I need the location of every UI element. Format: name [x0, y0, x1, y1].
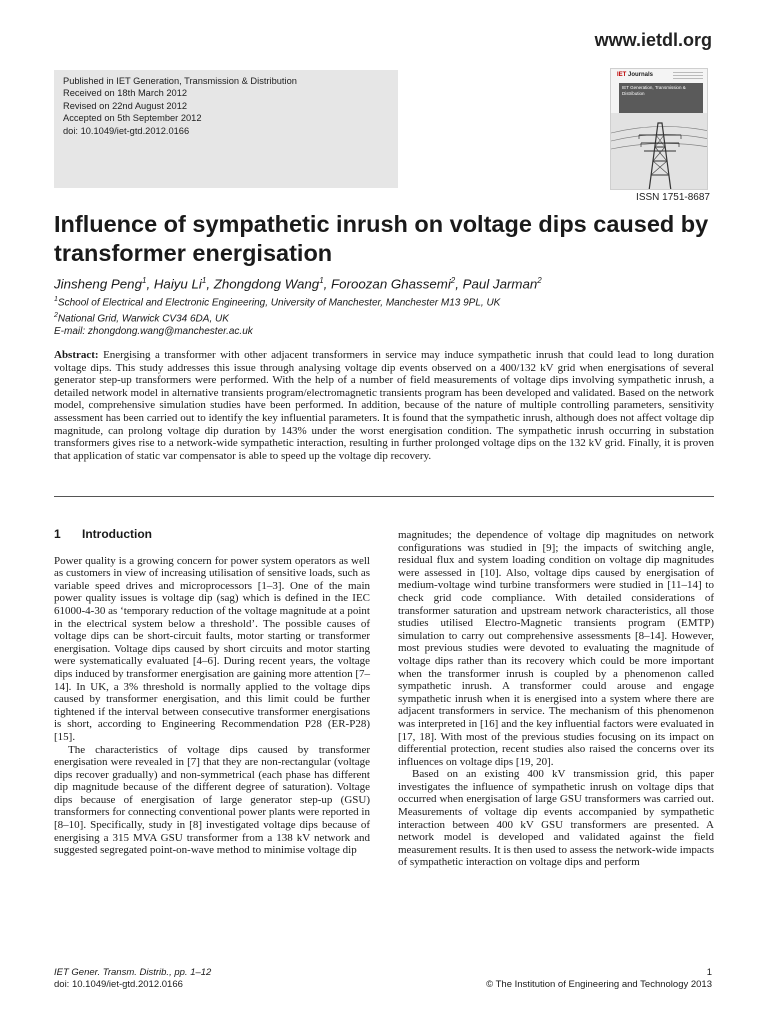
body-column-right	[398, 529, 714, 869]
author-affiliation-mark: 1	[319, 276, 324, 285]
author-name: Zhongdong Wang	[213, 276, 320, 292]
abstract-label: Abstract:	[54, 349, 99, 361]
body-paragraph: Power quality is a growing concern for power system operators as well as customers in view of increasing utilisation of sensitive loads, such as variable speed drives and microprocessors [1–3]. One of the main power quality issues is voltage dip (sag) which is defined in the IEC 61000-4-30 as ‘temporary reduction of the voltage magnitude at a point in the electrical system below a threshold’. The possible causes of voltage dips can be short-circuit faults, motor starting or transformer energisation. Voltage dips caused by short circuits and motor starting were systematically evaluated [4–6]. During recent years, the voltage dips induced by transformer energisation are gaining more attention [7–14]. In UK, a 3% threshold is normally applied to the voltage dips caused by transformer energisation, and this limit could be further tightened if the interval between consecutive transformer energisations is short, according to Engineering Recommendation P28 (ER-P28) [15].	[54, 554, 370, 743]
journal-cover-image	[610, 68, 708, 190]
author-affiliation-mark: 2	[450, 276, 456, 285]
cover-title-band	[619, 83, 703, 113]
body-paragraph: The characteristics of voltage dips caused by transformer energisation were revealed in [7] that they are non-rectangular (voltage dips recover gradually) and non-symmetrical (each phase has different dip magnitude because of the different degree of saturation). Voltage dips because of energisation of large generator step-up (GSU) transformers for connecting conventional power plants were reported in [8–10]. Specifically, study in [8] investigated voltage dips because of energising a 315 MVA GSU transformer from a 138 kV network and suggested segregated point-on-wave method to minimise voltage dip	[54, 743, 370, 857]
author-list: Jinsheng Peng$^1$, Haiyu Li$^1$, Zhongdong Wang$^1$, Foroozan Ghassemi$^2$, Paul Jarman$^2$	[54, 276, 542, 292]
author-name: Foroozan Ghassemi	[331, 276, 451, 292]
footer-right	[486, 967, 712, 992]
pub-line-revised: Revised on 22nd August 2012	[63, 100, 188, 111]
section-divider	[54, 496, 714, 497]
author-name: Paul Jarman	[462, 276, 538, 292]
publication-info-box	[54, 70, 398, 188]
section-title: Introduction	[82, 527, 152, 541]
pub-line-journal: Published in IET Generation, Transmission & Distribution	[63, 76, 297, 86]
author-name: Jinsheng Peng	[54, 276, 142, 292]
pub-line-accepted: Accepted on 5th September 2012	[63, 113, 202, 124]
cover-tiny-text	[673, 72, 703, 82]
copyright-notice: © The Institution of Engineering and Technology 2013	[486, 979, 712, 991]
author-affiliation-mark: 2	[537, 276, 542, 285]
page-number: 1	[706, 967, 712, 978]
pub-line-received: Received on 18th March 2012	[63, 88, 188, 99]
pylon-icon	[611, 113, 708, 190]
footer-citation	[54, 967, 211, 992]
author-name: Haiyu Li	[153, 276, 202, 292]
cover-title-text: IET Generation, Transmission & Distribution	[622, 85, 686, 96]
section-number: 1	[54, 527, 61, 541]
body-paragraph: Based on an existing 400 kV transmission grid, this paper investigates the influence of sympathetic inrush on voltage dips that occurred when energisation of large GSU transformers was carried out. Measurements of voltage dip events accompanied by sympathetic interaction between 400 kV GSU transformers are presented. A network model is developed and validated against the field measurement results. It is then used to assess the network-wide impacts of sympathetic interaction on voltage dips and perform	[398, 768, 714, 869]
author-affiliation-mark: 1	[141, 276, 147, 285]
affiliations	[54, 294, 714, 338]
footer-doi: doi: 10.1049/iet-gtd.2012.0166	[54, 979, 183, 991]
section-heading	[54, 528, 370, 541]
site-url[interactable]: www.ietdl.org	[594, 30, 712, 50]
affiliation-1: $^1$School of Electrical and Electronic Engineering, University of Manchester, Manchester M13 9PL, UK	[54, 296, 501, 309]
abstract-text: Energising a transformer with other adjacent transformers in service may induce sympathetic inrush that could lead to long duration voltage dips. This study addresses this issue through analysing voltage dip events observed on a 400/132 kV grid when energisations of several generator step-up transformers were performed. With the help of a number of field measurements of voltage dips involving sympathetic inrush, a detailed network model in alternative transients program/electromagnetic transients program has been developed and validated. Based on the network model, comprehensive simulation studies have been performed. In addition, because of the nature of multiple controlling parameters, sensitivity assessment has been carried out to identify the key influential parameters. It is found that the sympathetic inrush, although does not affect voltage dip magnitude, can prolong voltage dip duration by 143% under the worst energisation condition. The sympathetic inrush occurring in substation transformers gives rise to a network-wide sympathetic interaction, resulting in further prolonged voltage dips on the 132 kV grid. Finally, it is proven that application of static var compensator is able to speed up the voltage dip recovery.	[54, 349, 715, 462]
footer-journal: IET Gener. Transm. Distrib., pp. 1–12	[54, 967, 212, 978]
body-column-left	[54, 528, 370, 857]
pub-line-doi: doi: 10.1049/iet-gtd.2012.0166	[63, 125, 190, 136]
body-paragraph: magnitudes; the dependence of voltage dip magnitudes on network configurations was studied in [9]; the impacts of switching angle, residual flux and system loading condition on voltage dip magnitudes were assessed in [10]. Also, voltage dips caused by energisation of medium-voltage wind turbine transformers were studied in [11–14] to check grid code compliance. With detailed considerations of transformer saturation and upstream network characteristics, all those studies utilised Electro-Magnetic transients program (EMTP) simulation to carry out comprehensive assessments [8–14]. However, most previous studies were devoted to evaluating the magnitude of voltage dips rather than its recovery which could be more important when the transformer inrush is coupled by a phenomenon called sympathetic inrush. A transformer could arouse and engage sympathetic inrush when it is energised into a system where there are adjacent transformers in service. The mechanism of this phenomenon was interpreted in [16] and the key influential factors were evaluated in [17, 18]. With most of the previous studies focusing on its impact on differential protection, recent studies also raised the concerns over its influences on voltage dips [19, 20].	[398, 529, 714, 768]
paper-title: Influence of sympathetic inrush on voltage dips caused by transformer energisation	[54, 211, 709, 266]
cover-brand-logo: IET Journals	[617, 72, 654, 78]
corresponding-email[interactable]: E-mail: zhongdong.wang@manchester.ac.uk	[54, 325, 253, 337]
author-affiliation-mark: 1	[201, 276, 207, 285]
affiliation-2: $^2$National Grid, Warwick CV34 6DA, UK	[54, 311, 229, 325]
issn-number: ISSN 1751-8687	[636, 192, 710, 203]
abstract	[54, 349, 714, 462]
